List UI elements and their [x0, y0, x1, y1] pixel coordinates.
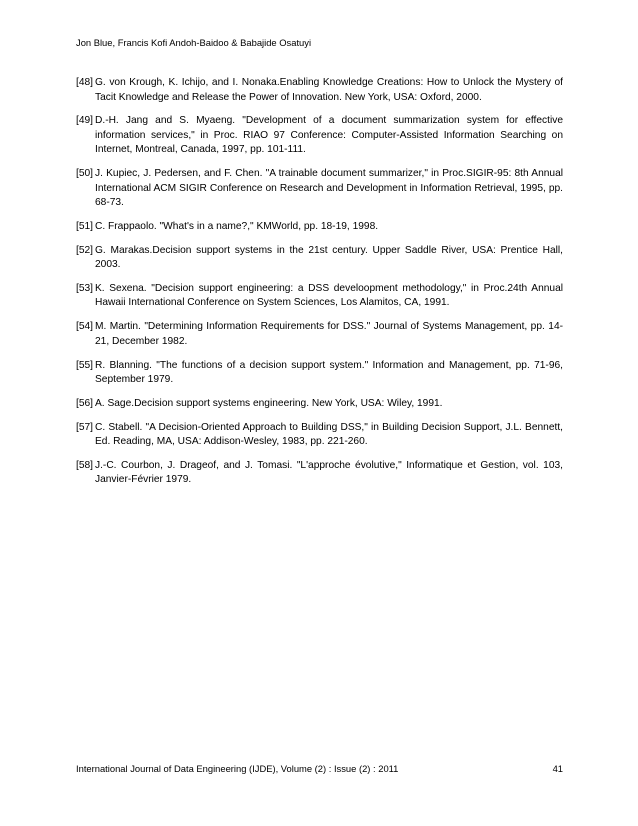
reference-text: J. Kupiec, J. Pedersen, and F. Chen. "A trainable document summarizer," in Proc.SIGIR-95: 8th Annual International ACM SIGIR Conference on Research and Development in Information Retrieval, 1995, pp. 68-73.	[95, 168, 563, 209]
reference-item	[76, 244, 563, 273]
reference-item	[76, 459, 563, 488]
reference-item	[76, 220, 563, 235]
reference-item	[76, 76, 563, 105]
reference-text: C. Stabell. "A Decision-Oriented Approach to Building DSS," in Building Decision Support, J.L. Bennett, Ed. Reading, MA, USA: Addison-Wesley, 1983, pp. 221-260.	[95, 421, 563, 448]
reference-number: [57]	[76, 421, 93, 433]
reference-item	[76, 320, 563, 349]
running-head-authors: Jon Blue, Francis Kofi Andoh-Baidoo & Babajide Osatuyi	[76, 37, 312, 48]
page-number: 41	[552, 763, 563, 774]
reference-item	[76, 359, 563, 388]
reference-number: [53]	[76, 282, 93, 294]
reference-number: [51]	[76, 220, 93, 232]
reference-number: [52]	[76, 244, 93, 256]
reference-text: D.-H. Jang and S. Myaeng. "Development of a document summarization system for effective information services," in Proc. RIAO 97 Conference: Computer-Assisted Information Searching on Internet, Montreal, Canada, 1997, pp. 101-111.	[95, 115, 563, 156]
reference-text: A. Sage.Decision support systems engineering. New York, USA: Wiley, 1991.	[95, 397, 443, 409]
reference-number: [56]	[76, 397, 93, 409]
reference-text: C. Frappaolo. "What's in a name?," KMWorld, pp. 18-19, 1998.	[95, 220, 379, 232]
reference-item	[76, 421, 563, 450]
reference-item	[76, 167, 563, 211]
reference-text: R. Blanning. "The functions of a decision support system." Information and Management, pp. 71-96, September 1979.	[95, 359, 563, 386]
reference-text: K. Sexena. "Decision support engineering: a DSS develoopment methodology," in Proc.24th Annual Hawaii International Conference on System Sciences, Los Alamitos, CA, 1991.	[95, 282, 563, 309]
reference-text: G. Marakas.Decision support systems in the 21st century. Upper Saddle River, USA: Prentice Hall, 2003.	[95, 244, 563, 271]
reference-text: J.-C. Courbon, J. Drageof, and J. Tomasi. "L'approche évolutive," Informatique et Gestion, vol. 103, Janvier-Février 1979.	[95, 459, 563, 486]
reference-text: M. Martin. "Determining Information Requirements for DSS." Journal of Systems Management, pp. 14-21, December 1982.	[95, 321, 563, 347]
reference-number: [48]	[76, 77, 93, 88]
reference-number: [49]	[76, 115, 93, 127]
reference-item	[76, 397, 563, 412]
reference-number: [55]	[76, 359, 93, 371]
reference-list	[76, 76, 563, 497]
footer-journal-info: International Journal of Data Engineering (IJDE), Volume (2) : Issue (2) : 2011	[76, 763, 399, 774]
reference-item	[76, 282, 563, 311]
reference-item	[76, 114, 563, 158]
reference-number: [58]	[76, 459, 93, 471]
reference-number: [54]	[76, 321, 93, 333]
reference-text: G. von Krough, K. Ichijo, and I. Nonaka.Enabling Knowledge Creations: How to Unlock the Mystery of Tacit Knowledge and Release the Power of Innovation. New York, USA: Oxford, 2000.	[95, 77, 563, 103]
reference-number: [50]	[76, 168, 93, 180]
